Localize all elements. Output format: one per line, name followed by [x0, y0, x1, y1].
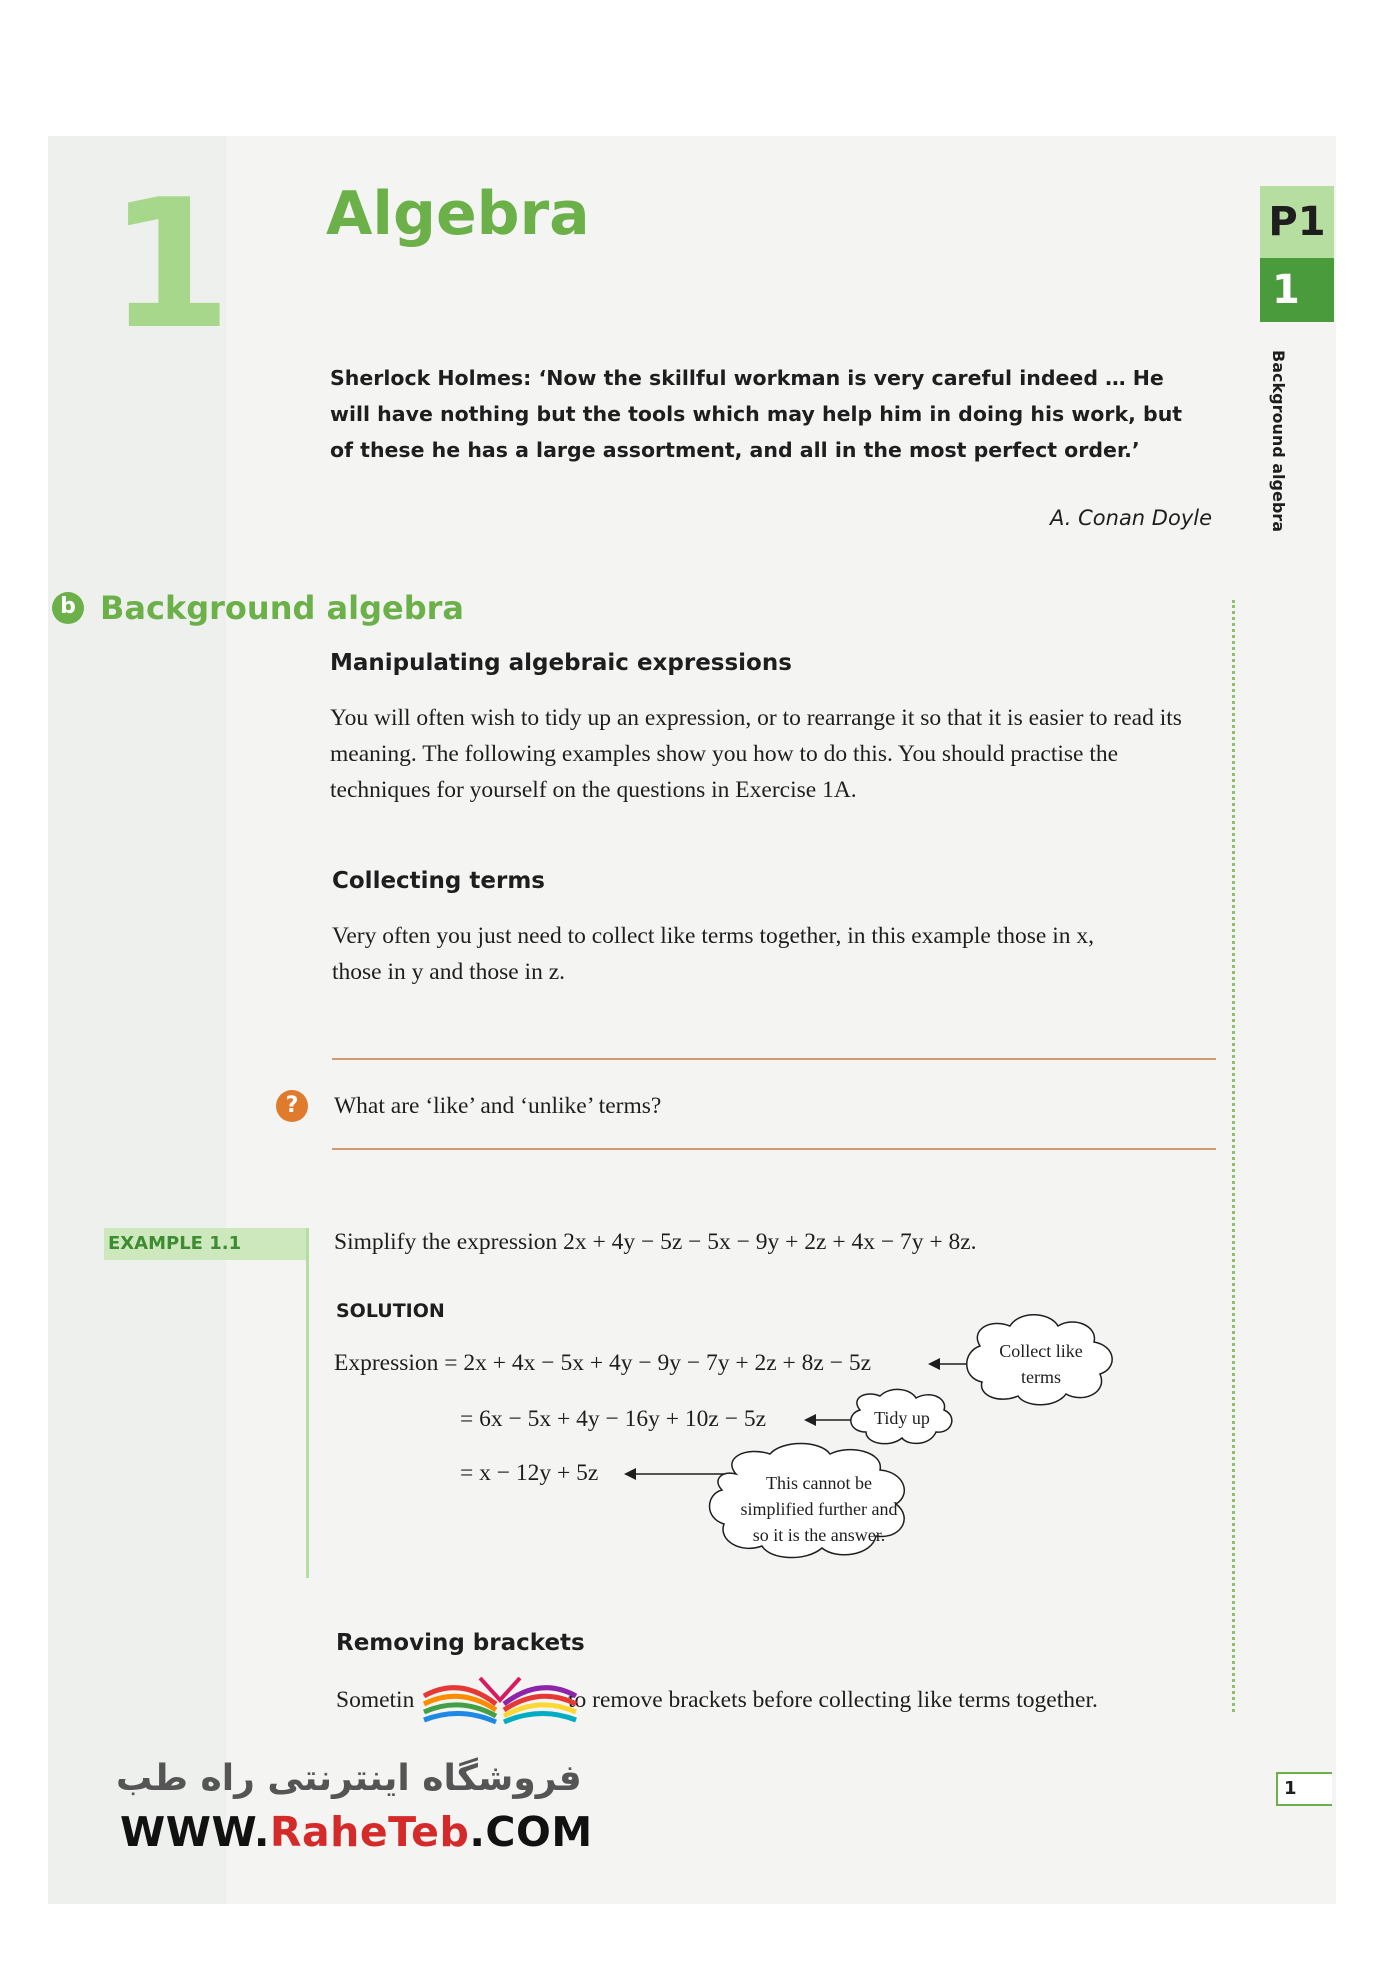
solution-label: SOLUTION	[336, 1300, 445, 1322]
arrow-2-head	[804, 1414, 816, 1426]
side-section-label: Background algebra	[1269, 350, 1288, 532]
example-label: EXAMPLE 1.1	[104, 1228, 306, 1260]
manipulating-body: You will often wish to tidy up an expression, or to rearrange it so that it is easier to read its meaning. The following examples show you how to do this. You should practise the techniques for yourself on the questions in Exercise 1A.	[330, 705, 1182, 803]
epigraph-quote: Sherlock Holmes: ‘Now the skillful workman is very careful indeed … He will have nothing but the tools which may help him in doing his work, but of these he has a large assortment, and all in the most perfect order.’	[330, 366, 1183, 462]
collecting-heading: Collecting terms	[332, 868, 545, 894]
chapter-number: 1	[108, 161, 224, 368]
epigraph-author: A. Conan Doyle	[1050, 506, 1212, 530]
removing-heading: Removing brackets	[336, 1630, 585, 1656]
arrow-3-head	[624, 1468, 636, 1480]
solution-line-3: = x − 12y + 5z	[460, 1460, 599, 1486]
question-text: What are ‘like’ and ‘unlike’ terms?	[334, 1093, 662, 1119]
course-tab: P1	[1260, 186, 1334, 258]
page-number: 1	[1276, 1772, 1332, 1806]
callout-tidy-up: Tidy up	[874, 1408, 930, 1428]
arrow-1-head	[928, 1358, 940, 1370]
solution-line-1: Expression = 2x + 4x − 5x + 4y − 9y − 7y + 2z + 8z − 5z	[334, 1350, 872, 1376]
manipulating-heading: Manipulating algebraic expressions	[330, 650, 792, 676]
watermark-url	[120, 1808, 593, 1856]
removing-body-end: to remove brackets before collecting like terms together.	[568, 1687, 1098, 1713]
removing-body-start: Sometin	[336, 1687, 415, 1713]
watermark-url-suffix: .COM	[469, 1808, 593, 1856]
solution-line-2: = 6x − 5x + 4y − 16y + 10z − 5z	[460, 1406, 767, 1432]
callout-collect-like-terms: Collect like terms	[999, 1341, 1083, 1387]
chapter-title: Algebra	[326, 179, 590, 249]
question-icon: ?	[276, 1090, 308, 1122]
collecting-body-line1: Very often you just need to collect like terms together, in this example those in x,	[332, 923, 1094, 949]
watermark-url-prefix: WWW.	[120, 1808, 270, 1856]
collecting-body-line2: those in y and those in z.	[332, 959, 566, 985]
watermark-book-logo-icon	[420, 1670, 580, 1730]
watermark-url-brand: RaheTeb	[269, 1808, 470, 1856]
section-heading: Background algebra	[100, 589, 464, 627]
callout-final-answer: This cannot be simplified further and so it is the answer.	[740, 1473, 898, 1545]
example-prompt: Simplify the expression 2x + 4y − 5z − 5x − 9y + 2z + 4x − 7y + 8z.	[334, 1229, 977, 1255]
section-b-icon: b	[52, 592, 84, 624]
watermark-persian-text: فروشگاه اینترنتی راه طب	[116, 1758, 582, 1799]
chapter-tab: 1	[1260, 258, 1334, 322]
